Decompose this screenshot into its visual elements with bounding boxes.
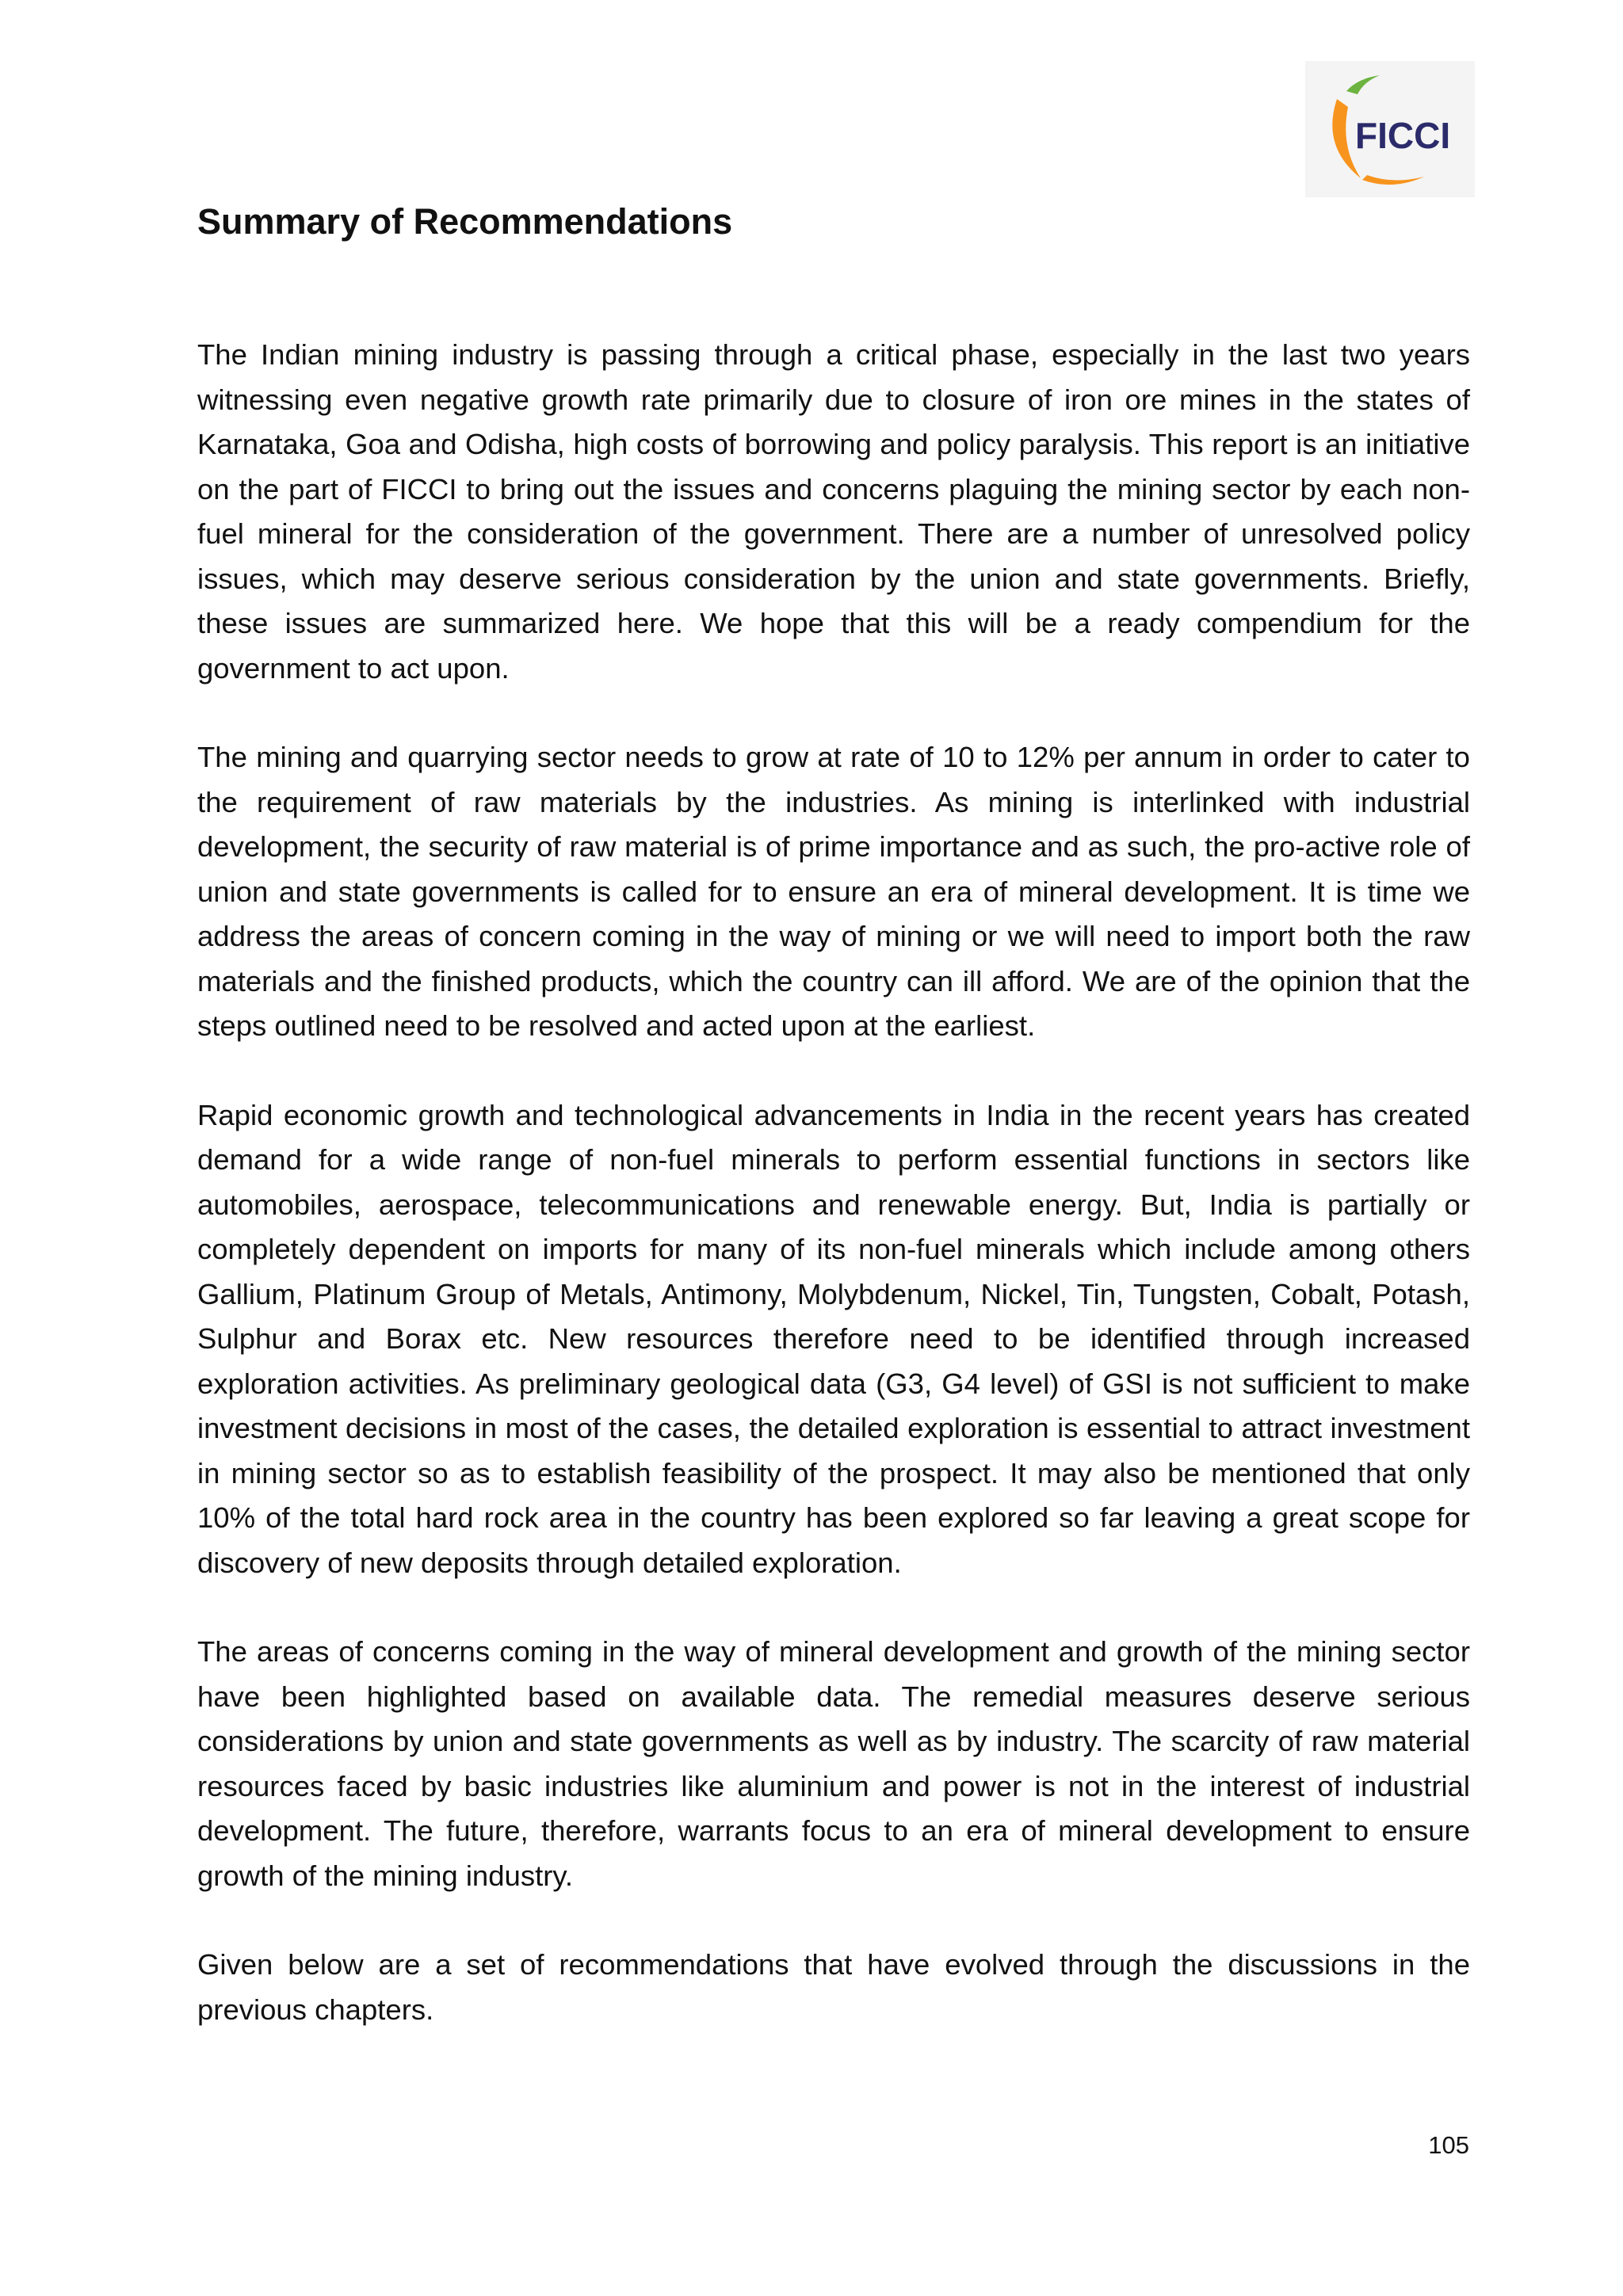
page-number: 105 <box>1428 2131 1469 2159</box>
paragraph: Given below are a set of recommendations that have evolved through the discussions in the previous chapters. <box>197 1948 1470 2026</box>
paragraph: The areas of concerns coming in the way of mineral development and growth of the mining sector have been highlighted based on available data. The remedial measures deserve serious considerations by union and state governments as well as by industry. The scarcity of raw material resources faced by basic industries like aluminium and power is not in the interest of industrial development. The future, therefore, warrants focus to an era of mineral development to ensure growth of the mining industry. <box>197 1635 1470 1892</box>
paragraph: The Indian mining industry is passing through a critical phase, especially in the last two years witnessing even negative growth rate primarily due to closure of iron ore mines in the states of Karnataka, Goa and Odisha, high costs of borrowing and policy paralysis. This report is an initiative on the part of FICCI to bring out the issues and concerns plaguing the mining sector by each non-fuel mineral for the consideration of the government. There are a number of unresolved policy issues, which may deserve serious consideration by the union and state governments. Briefly, these issues are summarized here. We hope that this will be a ready compendium for the government to act upon. <box>197 338 1470 685</box>
logo-green-swoosh <box>1346 75 1380 94</box>
logo-text: FICCI <box>1355 115 1451 156</box>
body-text <box>197 333 1470 2077</box>
paragraph: Rapid economic growth and technological advancements in India in the recent years has created demand for a wide range of non-fuel minerals to perform essential functions in sectors like automobiles, aerospace, telecommunications and renewable energy. But, India is partially or completely dependent on imports for many of its non-fuel minerals which include among others Gallium, Platinum Group of Metals, Antimony, Molybdenum, Nickel, Tin, Tungsten, Cobalt, Potash, Sulphur and Borax etc. New resources therefore need to be identified through increased exploration activities. As preliminary geological data (G3, G4 level) of GSI is not sufficient to make investment decisions in most of the cases, the detailed exploration is essential to attract investment in mining sector so as to establish feasibility of the prospect. It may also be mentioned that only 10% of the total hard rock area in the country has been explored so far leaving a great scope for discovery of new deposits through detailed exploration. <box>197 1098 1470 1579</box>
ficci-logo <box>1305 61 1475 197</box>
paragraph: The mining and quarrying sector needs to grow at rate of 10 to 12% per annum in order to cater to the requirement of raw materials by the industries. As mining is interlinked with industrial development, the security of raw material is of prime importance and as such, the pro-active role of union and state governments is called for to ensure an era of mineral development. It is time we address the areas of concern coming in the way of mining or we will need to import both the raw materials and the finished products, which the country can ill afford. We are of the opinion that the steps outlined need to be resolved and acted upon at the earliest. <box>197 741 1470 1042</box>
logo-orange-tail <box>1362 175 1424 185</box>
page-title: Summary of Recommendations <box>197 201 733 242</box>
